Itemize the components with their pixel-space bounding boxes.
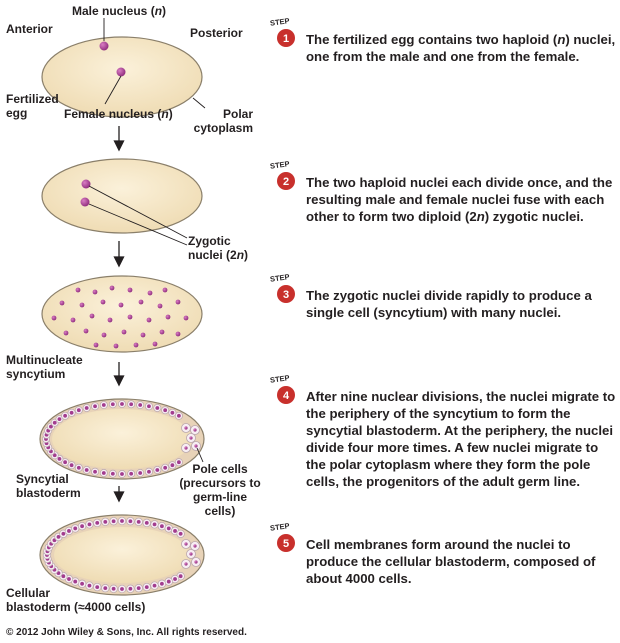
svg-text:3: 3	[282, 289, 290, 301]
step-word: STEP	[269, 159, 291, 171]
peripheral-nucleus	[58, 417, 62, 421]
peripheral-nucleus	[167, 527, 171, 531]
peripheral-nucleus	[93, 470, 97, 474]
female-nucleus-label: Female nucleus (n)	[64, 107, 173, 121]
step-word: STEP	[269, 16, 291, 28]
svg-text:2: 2	[282, 176, 290, 188]
female-nucleus	[117, 68, 126, 77]
step-badge-5	[269, 521, 295, 552]
peripheral-nucleus	[77, 466, 81, 470]
peripheral-nucleus	[138, 471, 142, 475]
peripheral-nucleus	[67, 529, 71, 533]
peripheral-nucleus	[112, 519, 116, 523]
peripheral-nucleus	[111, 402, 115, 406]
step-badge-4	[269, 373, 295, 404]
peripheral-nucleus	[102, 471, 106, 475]
peripheral-nucleus	[120, 519, 124, 523]
peripheral-nucleus	[128, 519, 132, 523]
multinucleate-label: Multinucleate syncytium	[6, 353, 83, 381]
step-badge-2	[269, 159, 295, 190]
peripheral-nucleus	[120, 472, 124, 476]
svg-text:5: 5	[282, 538, 290, 550]
step-word: STEP	[269, 521, 291, 533]
peripheral-nucleus	[103, 520, 107, 524]
fertilized-egg-label: Fertilized egg	[6, 92, 59, 120]
zygotic-nucleus	[81, 198, 90, 207]
peripheral-nucleus	[153, 522, 157, 526]
syncytium-egg	[42, 276, 202, 352]
peripheral-nucleus	[163, 408, 167, 412]
step-1-text: The fertilized egg contains two haploid (n) nuclei, one from the male and one from the female.	[306, 32, 616, 64]
peripheral-nucleus	[77, 408, 81, 412]
peripheral-nucleus	[145, 521, 149, 525]
peripheral-nucleus	[160, 582, 164, 586]
peripheral-nucleus	[129, 402, 133, 406]
peripheral-nucleus	[88, 522, 92, 526]
peripheral-nucleus	[160, 524, 164, 528]
peripheral-nucleus	[155, 468, 159, 472]
peripheral-nucleus	[80, 524, 84, 528]
zygotic-egg	[42, 159, 202, 245]
peripheral-nucleus	[147, 404, 151, 408]
fertilized-egg	[42, 18, 205, 117]
peripheral-nucleus	[173, 529, 177, 533]
peripheral-nucleus	[95, 521, 99, 525]
copyright: © 2012 John Wiley & Sons, Inc. All rights reserved.	[6, 627, 247, 638]
svg-text:4: 4	[282, 390, 290, 402]
peripheral-nucleus	[93, 404, 97, 408]
peripheral-nucleus	[73, 527, 77, 531]
peripheral-nucleus	[73, 580, 77, 584]
cellular-blastoderm-egg	[40, 515, 204, 595]
step-2-text: The two haploid nuclei each divide once, and the resulting male and female nuclei fuse with each other to form two diploid (2n) zygotic nuclei.	[306, 175, 613, 224]
peripheral-nucleus	[179, 574, 183, 578]
anterior-label: Anterior	[6, 22, 53, 36]
peripheral-nucleus	[147, 470, 151, 474]
step-badge-3	[269, 272, 295, 303]
peripheral-nucleus	[53, 421, 57, 425]
peripheral-nucleus	[102, 403, 106, 407]
step-word: STEP	[269, 373, 291, 385]
peripheral-nucleus	[145, 585, 149, 589]
peripheral-nucleus	[173, 577, 177, 581]
male-nucleus	[100, 42, 109, 51]
peripheral-nucleus	[155, 406, 159, 410]
peripheral-nucleus	[111, 472, 115, 476]
peripheral-nucleus	[177, 414, 181, 418]
peripheral-nucleus	[85, 406, 89, 410]
zygotic-nuclei-label: Zygotic nuclei (2n)	[188, 234, 249, 262]
peripheral-nucleus	[70, 463, 74, 467]
pole-cells-label: Pole cells (precursors to germ-line cells)	[179, 462, 261, 518]
polar-cytoplasm-text: Polar cytoplasm	[193, 107, 253, 135]
step-5-text: Cell membranes form around the nuclei to produce the cellular blastoderm, composed of about 4000 cells.	[306, 537, 596, 586]
step-3-text: The zygotic nuclei divide rapidly to produce a single cell (syncytium) with many nuclei.	[306, 288, 592, 320]
peripheral-nucleus	[179, 532, 183, 536]
peripheral-nucleus	[153, 584, 157, 588]
peripheral-nucleus	[120, 402, 124, 406]
zygotic-nucleus	[82, 180, 91, 189]
peripheral-nucleus	[138, 403, 142, 407]
step-4-text: After nine nuclear divisions, the nuclei migrate to the periphery of the syncytium to form the syncytial blastoderm. At the periphery, the nuclei divide four more times. A few nuclei migrate to the polar cytoplasm where they form the pole cells, the progenitors of the adult germ line.	[306, 389, 616, 489]
syncytial-blastoderm-label: Syncytial blastoderm	[16, 472, 81, 500]
peripheral-nucleus	[85, 468, 89, 472]
peripheral-nucleus	[63, 414, 67, 418]
peripheral-nucleus	[70, 411, 74, 415]
peripheral-nucleus	[163, 466, 167, 470]
step-badges	[269, 16, 295, 552]
peripheral-nucleus	[61, 532, 65, 536]
peripheral-nucleus	[58, 457, 62, 461]
peripheral-nucleus	[63, 460, 67, 464]
cellular-blastoderm-label: Cellular blastoderm (≈4000 cells)	[6, 586, 146, 614]
peripheral-nucleus	[67, 577, 71, 581]
male-nucleus-label: Male nucleus (n)	[72, 4, 167, 18]
posterior-label: Posterior	[190, 26, 243, 40]
svg-text:1: 1	[282, 33, 290, 45]
peripheral-nucleus	[129, 472, 133, 476]
peripheral-nucleus	[137, 520, 141, 524]
peripheral-nucleus	[167, 580, 171, 584]
peripheral-nucleus	[170, 411, 174, 415]
step-badge-1	[269, 16, 295, 47]
step-word: STEP	[269, 272, 291, 284]
